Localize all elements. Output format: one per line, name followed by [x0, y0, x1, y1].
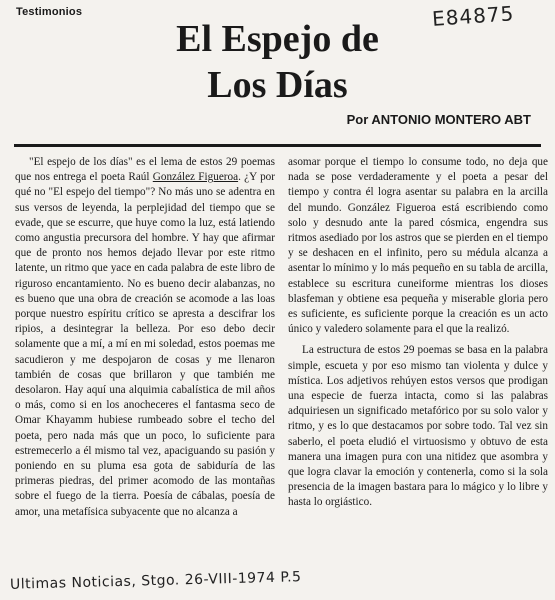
catalog-code-handwritten: E84875: [431, 1, 516, 31]
author-name: González Figueroa: [152, 171, 239, 184]
article-column-left: [15, 155, 275, 520]
paragraph-text: . ¿Y por qué no "El espejo del tiempo"? No más uno se adentra en sus versos de leyenda, la perplejidad del tiempo que se evade, que se escurre, que huye como la luz, está latiendo como angustia precursora del hombre. Y hay que afirmar que de pronto nos hemos dejado llevar por este ritmo latente, un ritmo que yace en cada palabra de este libro de riguroso encantamiento. No es bueno decir alabanzas, no es bueno que una obra de creación se acomode a las loas porque nuestro espíritu crítico se apresta a descifrar los ripios, a desintegrar la belleza. Por eso debo decir solamente que a mí, a mí en mi soledad, estos poemas me sacudieron y me despojaron de cosas y me llenaron también de cosas que brillaron y que también me desolaron. Hay aquí una alquimia cabalística de mil años o más, como si en los anocheceres el fantasma seco de Omar Khayamm hubiese rumbeado sobre el techo del poeta, pero nada más que un poco, lo suficiente para estremecerlo a él mismo tal vez, apaciguando su pasión y poniendo en su pluma esa gota de sabiduría de las primeras piedras, del primer acomodo de las montañas sobre el fuego de la tierra. Poesía de cábalas, poesía de amor, una metafísica subyacente que no alcanza a: [15, 171, 275, 518]
paragraph: La estructura de estos 29 poemas se basa en la palabra simple, escueta y por eso mismo tan violenta y dulce y mística. Los adjetivos rehúyen estos versos que prodigan una especie de fuerza intacta, como si las palabras adquiriesen un significado metafórico por su solo valor y ritmo, y es lo que destacamos por sobre todo. Tal vez sin saberlo, el poeta eludió el virtuosismo y obtuvo de esta manera una imagen pura con una nitidez que asombra y que logra clavar la emoción y contenerla, como si la sola presencia de la imagen bastara para lo mágico y lo libre y hasta lo orgiástico.: [288, 344, 548, 509]
divider-rule: [14, 144, 541, 147]
article-title: [0, 16, 555, 108]
article-column-right: [288, 155, 548, 511]
title-line-1: El Espejo de: [176, 18, 379, 60]
section-label: Testimonios: [16, 6, 83, 18]
handwritten-source-note: Ultimas Noticias, Stgo. 26-VIII-1974 P.5: [9, 569, 302, 593]
paragraph-text: "El espejo de los días" es el lema de estos 29 poemas que nos entrega el poeta Raúl: [15, 156, 275, 184]
paragraph: asomar porque el tiempo lo consume todo, no deja que nada se pose verdaderamente y el poeta a pesar del tiempo y contra él logra asentar su palabra en la arcilla del mundo. González Figueroa está escribiendo como solo y desnudo ante la pared cósmica, engendra sus ritmos asediado por los astros que se pierden en el tiempo y se deshacen en el infinito, pero su médula alcanza a asentar lo mínimo y lo más pequeño en su tabla de arcilla, establece su escritura cuneiforme mientras los dioses blasfeman y obtiene esa pequeña y miserable gloria pero es suficiente, es suficiente porque la creación es un acto único y valedero solamente para el que la realizó.: [288, 156, 548, 336]
paragraph: [15, 155, 275, 520]
title-line-2: Los Días: [207, 64, 348, 106]
byline: Por ANTONIO MONTERO ABT: [346, 112, 531, 127]
